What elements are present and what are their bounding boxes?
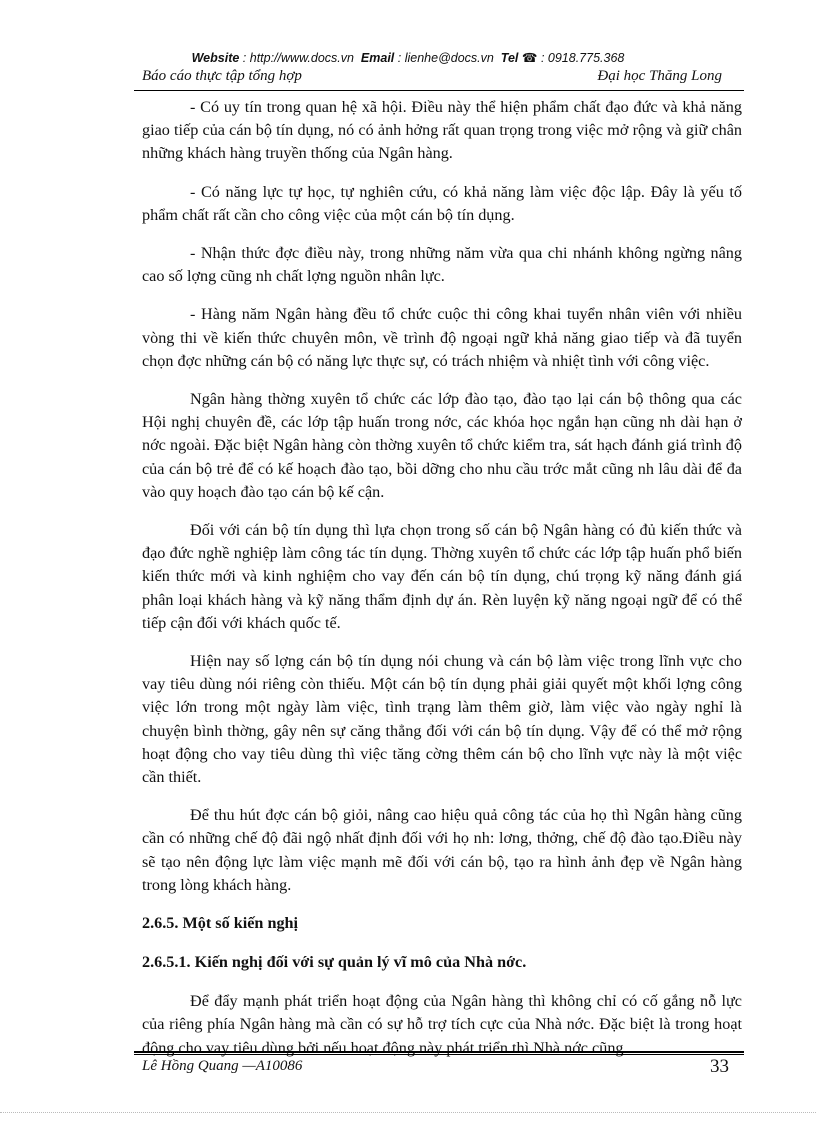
document-body [142,96,742,1075]
paragraph-incentives: Để thu hút đợc cán bộ giỏi, nâng cao hiệu quả công tác của họ thì Ngân hàng cũng cần có những chế độ đãi ngộ nhất định đối với họ nh: lơng, thởng, chế độ đào tạo.Điều này sẽ tạo nên động lực làm việc mạnh mẽ đối với cán bộ, tạo ra hình ảnh đẹp về Ngân hàng trong lòng khách hàng. [142,806,742,894]
subsection-heading-state-management: 2.6.5.1. Kiến nghị đối với sự quản lý vĩ mô của Nhà nớc. [142,953,527,972]
paragraph-staff-shortage: Hiện nay số lợng cán bộ tín dụng nói chung và cán bộ làm việc trong lĩnh vực cho vay tiêu dùng nói riêng còn thiếu. Một cán bộ tín dụng phải giải quyết một khối lợng công việc lớn trong một ngày làm việc, tình trạng làm thêm giờ, làm việc vào ngày nghỉ là chuyện bình thờng, gây nên sự căng thẳng đối với cán bộ tín dụng. Vậy để có thể mở rộng hoạt động cho vay tiêu dùng thì việc tăng cờng thêm cán bộ cho lĩnh vực này là một việc cần thiết. [142,652,742,787]
paragraph-self-study: - Có năng lực tự học, tự nghiên cứu, có khả năng làm việc độc lập. Đây là yếu tố phẩm chất rất cần cho công việc của một cán bộ tín dụng. [142,182,742,224]
page-header [134,68,744,88]
paragraph-training: Ngân hàng thờng xuyên tổ chức các lớp đào tạo, đào tạo lại cán bộ thông qua các Hội nghị chuyên đề, các lớp tập huấn trong nớc, các khóa học ngắn hạn cũng nh dài hạn ở nớc ngoài. Đặc biệt Ngân hàng còn thờng xuyên tổ chức kiểm tra, sát hạch đánh giá trình độ của cán bộ trẻ để có kế hoạch đào tạo, bồi dỡng cho nhu cầu trớc mắt cũng nh lâu dài để đa vào quy hoạch đào tạo cán bộ kế cận. [142,390,742,501]
footer-divider [134,1051,744,1053]
tel-number: : 0918.775.368 [540,51,625,65]
website-label: Website [191,51,240,65]
email-label: Email [360,51,395,65]
header-university: Đại học Thăng Long [597,68,722,84]
website-contact-line [0,50,816,65]
header-report-title: Báo cáo thực tập tổng hợp [142,68,302,84]
phone-icon: ☎ [521,51,538,65]
paragraph-recruitment: - Hàng năm Ngân hàng đều tổ chức cuộc thi công khai tuyển nhân viên với nhiều vòng thi về kiến thức chuyên môn, về trình độ ngoại ngữ khả năng giao tiếp và đã tuyển chọn đợc những cán bộ có năng lực thực sự, có trách nhiệm và nhiệt tình với công việc. [142,305,742,370]
website-url: : http://www.docs.vn [242,51,354,65]
email-address: : lienhe@docs.vn [397,51,494,65]
footer-divider-thin [134,1054,744,1055]
page-bottom-edge [0,1112,816,1113]
section-heading-recommendations: 2.6.5. Một số kiến nghị [142,914,299,933]
tel-label: Tel [500,51,519,65]
header-divider [134,90,744,91]
paragraph-reputation: - Có uy tín trong quan hệ xã hội. Điều này thể hiện phẩm chất đạo đức và khả năng giao tiếp của cán bộ tín dụng, nó có ảnh hởng rất quan trọng trong việc mở rộng và giữ chân những khách hàng truyền thống của Ngân hàng. [142,98,742,163]
paragraph-state-support: Để đẩy mạnh phát triển hoạt động của Ngân hàng thì không chỉ có cố gắng nỗ lực của riêng phía Ngân hàng mà cần có sự hỗ trợ tích cực của Nhà nớc. Đặc biệt là trong hoạt động cho vay tiêu dùng bởi nếu hoạt động này phát triển thì Nhà nớc cũng [142,992,742,1057]
footer-author: Lê Hồng Quang —A10086 [142,1058,303,1074]
paragraph-awareness: - Nhận thức đợc điều này, trong những năm vừa qua chi nhánh không ngừng nâng cao số lợng cũng nh chất lợng nguồn nhân lực. [142,244,742,286]
paragraph-credit-staff: Đối với cán bộ tín dụng thì lựa chọn trong số cán bộ Ngân hàng có đủ kiến thức và đạo đức nghề nghiệp làm công tác tín dụng. Thờng xuyên tổ chức các lớp tập huấn phổ biến kiến thức mới và kinh nghiệm cho vay đến cán bộ tín dụng, chú trọng kỹ năng đánh giá phân loại khách hàng và kỹ năng thẩm định dự án. Rèn luyện kỹ năng ngoại ngữ để có thể tiếp cận đối với khách quốc tế. [142,521,742,632]
page-number: 33 [710,1056,729,1077]
